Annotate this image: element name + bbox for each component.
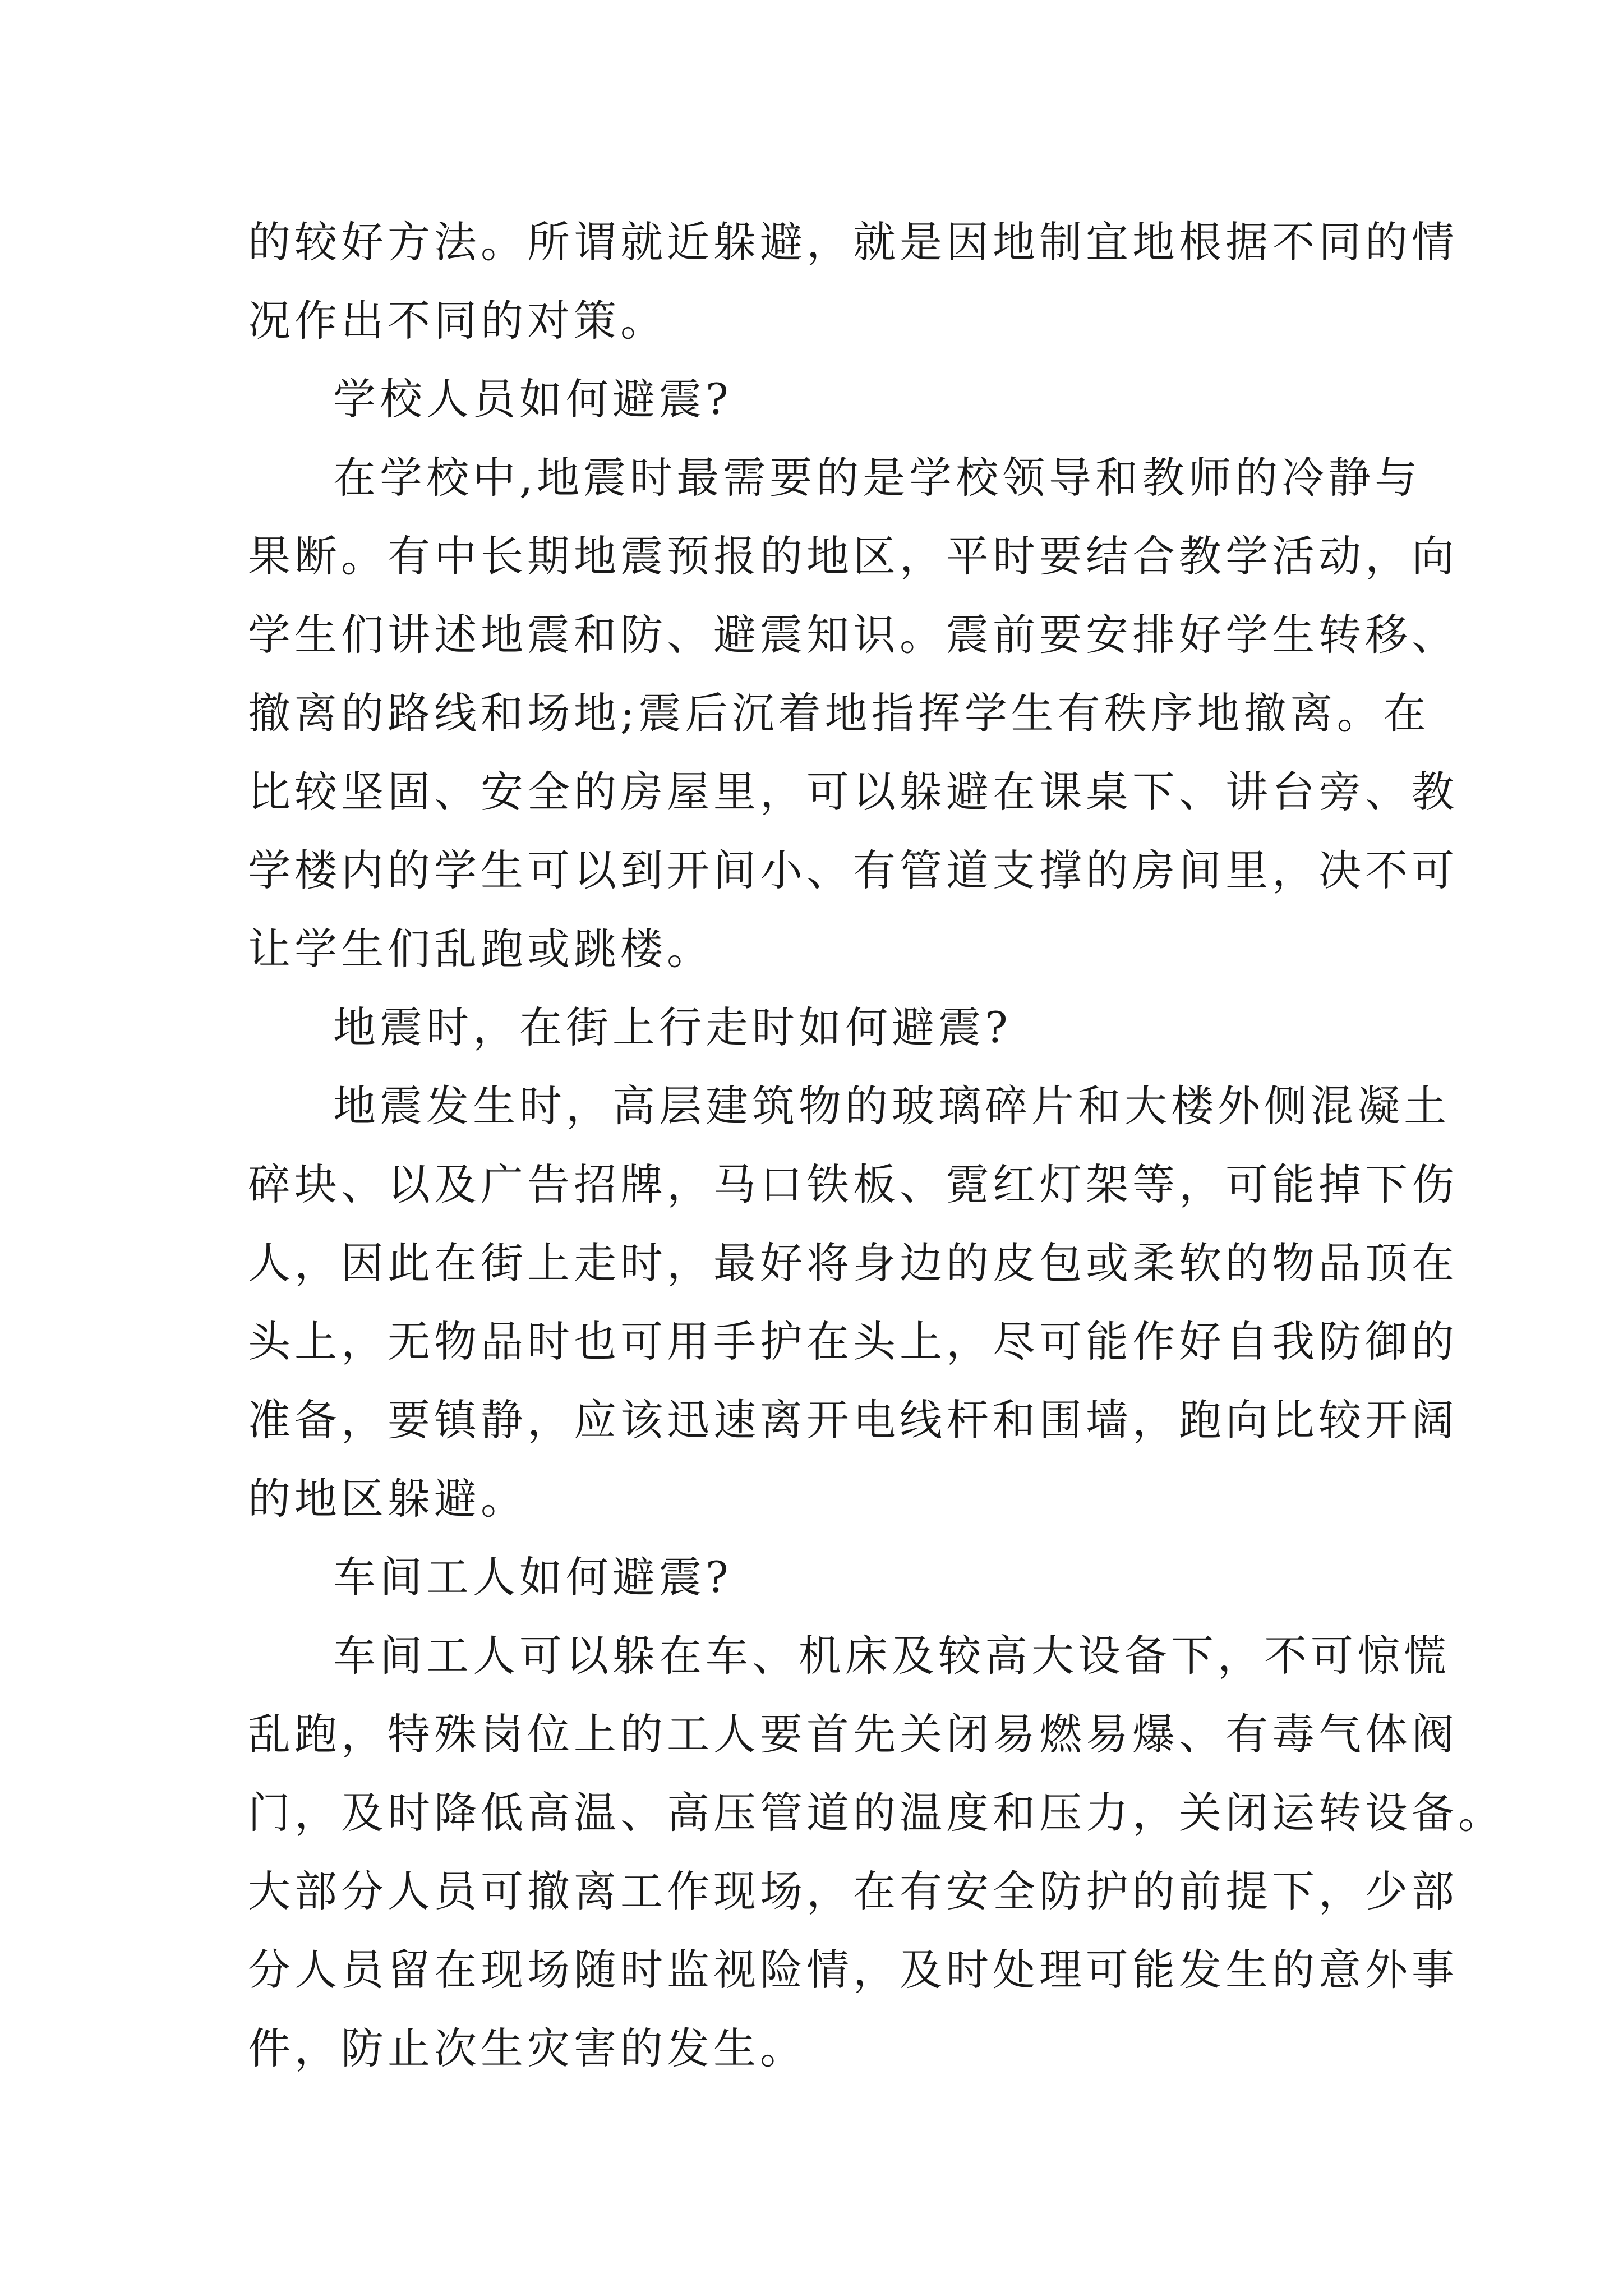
body-text-line: 人，因此在街上走时，最好将身边的皮包或柔软的物品顶在 bbox=[248, 1238, 1458, 1288]
body-text-line: 让学生们乱跑或跳楼。 bbox=[248, 924, 713, 974]
body-text-line: 车间工人可以躲在车、机床及较高大设备下，不可惊慌 bbox=[333, 1631, 1450, 1681]
body-text-line: 果断。有中长期地震预报的地区，平时要结合教学活动，向 bbox=[248, 531, 1458, 581]
body-text-line: 碎块、以及广告招牌，马口铁板、霓红灯架等，可能掉下伤 bbox=[248, 1159, 1458, 1209]
body-text-line: 地震发生时，高层建筑物的玻璃碎片和大楼外侧混凝土 bbox=[333, 1081, 1450, 1131]
body-text-line: 头上，无物品时也可用手护在头上，尽可能作好自我防御的 bbox=[248, 1317, 1458, 1366]
body-text-line: 门，及时降低高温、高压管道的温度和压力，关闭运转设备。 bbox=[248, 1788, 1505, 1838]
section-heading: 地震时，在街上行走时如何避震? bbox=[333, 1002, 1012, 1052]
body-text-line: 分人员留在现场随时监视险情，及时处理可能发生的意外事 bbox=[248, 1945, 1458, 1995]
body-text-line: 件，防止次生灾害的发生。 bbox=[248, 2023, 806, 2073]
body-text-line: 比较坚固、安全的房屋里，可以躲避在课桌下、讲台旁、教 bbox=[248, 767, 1458, 817]
body-text-line: 学生们讲述地震和防、避震知识。震前要安排好学生转移、 bbox=[248, 610, 1458, 660]
section-heading: 车间工人如何避震? bbox=[333, 1552, 732, 1602]
section-heading: 学校人员如何避震? bbox=[333, 374, 732, 424]
body-text-line: 的地区躲避。 bbox=[248, 1474, 527, 1524]
body-text-line: 在学校中,地震时最需要的是学校领导和教师的冷静与 bbox=[333, 453, 1422, 503]
body-text-line: 撤离的路线和场地;震后沉着地指挥学生有秩序地撤离。在 bbox=[248, 688, 1430, 738]
body-text-line: 况作出不同的对策。 bbox=[248, 296, 667, 346]
body-text-line: 乱跑，特殊岗位上的工人要首先关闭易燃易爆、有毒气体阀 bbox=[248, 1709, 1458, 1759]
body-text-line: 大部分人员可撤离工作现场，在有安全防护的前提下，少部 bbox=[248, 1866, 1458, 1916]
body-text-line: 准备，要镇静，应该迅速离开电线杆和围墙，跑向比较开阔 bbox=[248, 1395, 1458, 1445]
body-text-line: 学楼内的学生可以到开间小、有管道支撑的房间里，决不可 bbox=[248, 845, 1458, 895]
body-text-line: 的较好方法。所谓就近躲避，就是因地制宜地根据不同的情 bbox=[248, 217, 1458, 267]
